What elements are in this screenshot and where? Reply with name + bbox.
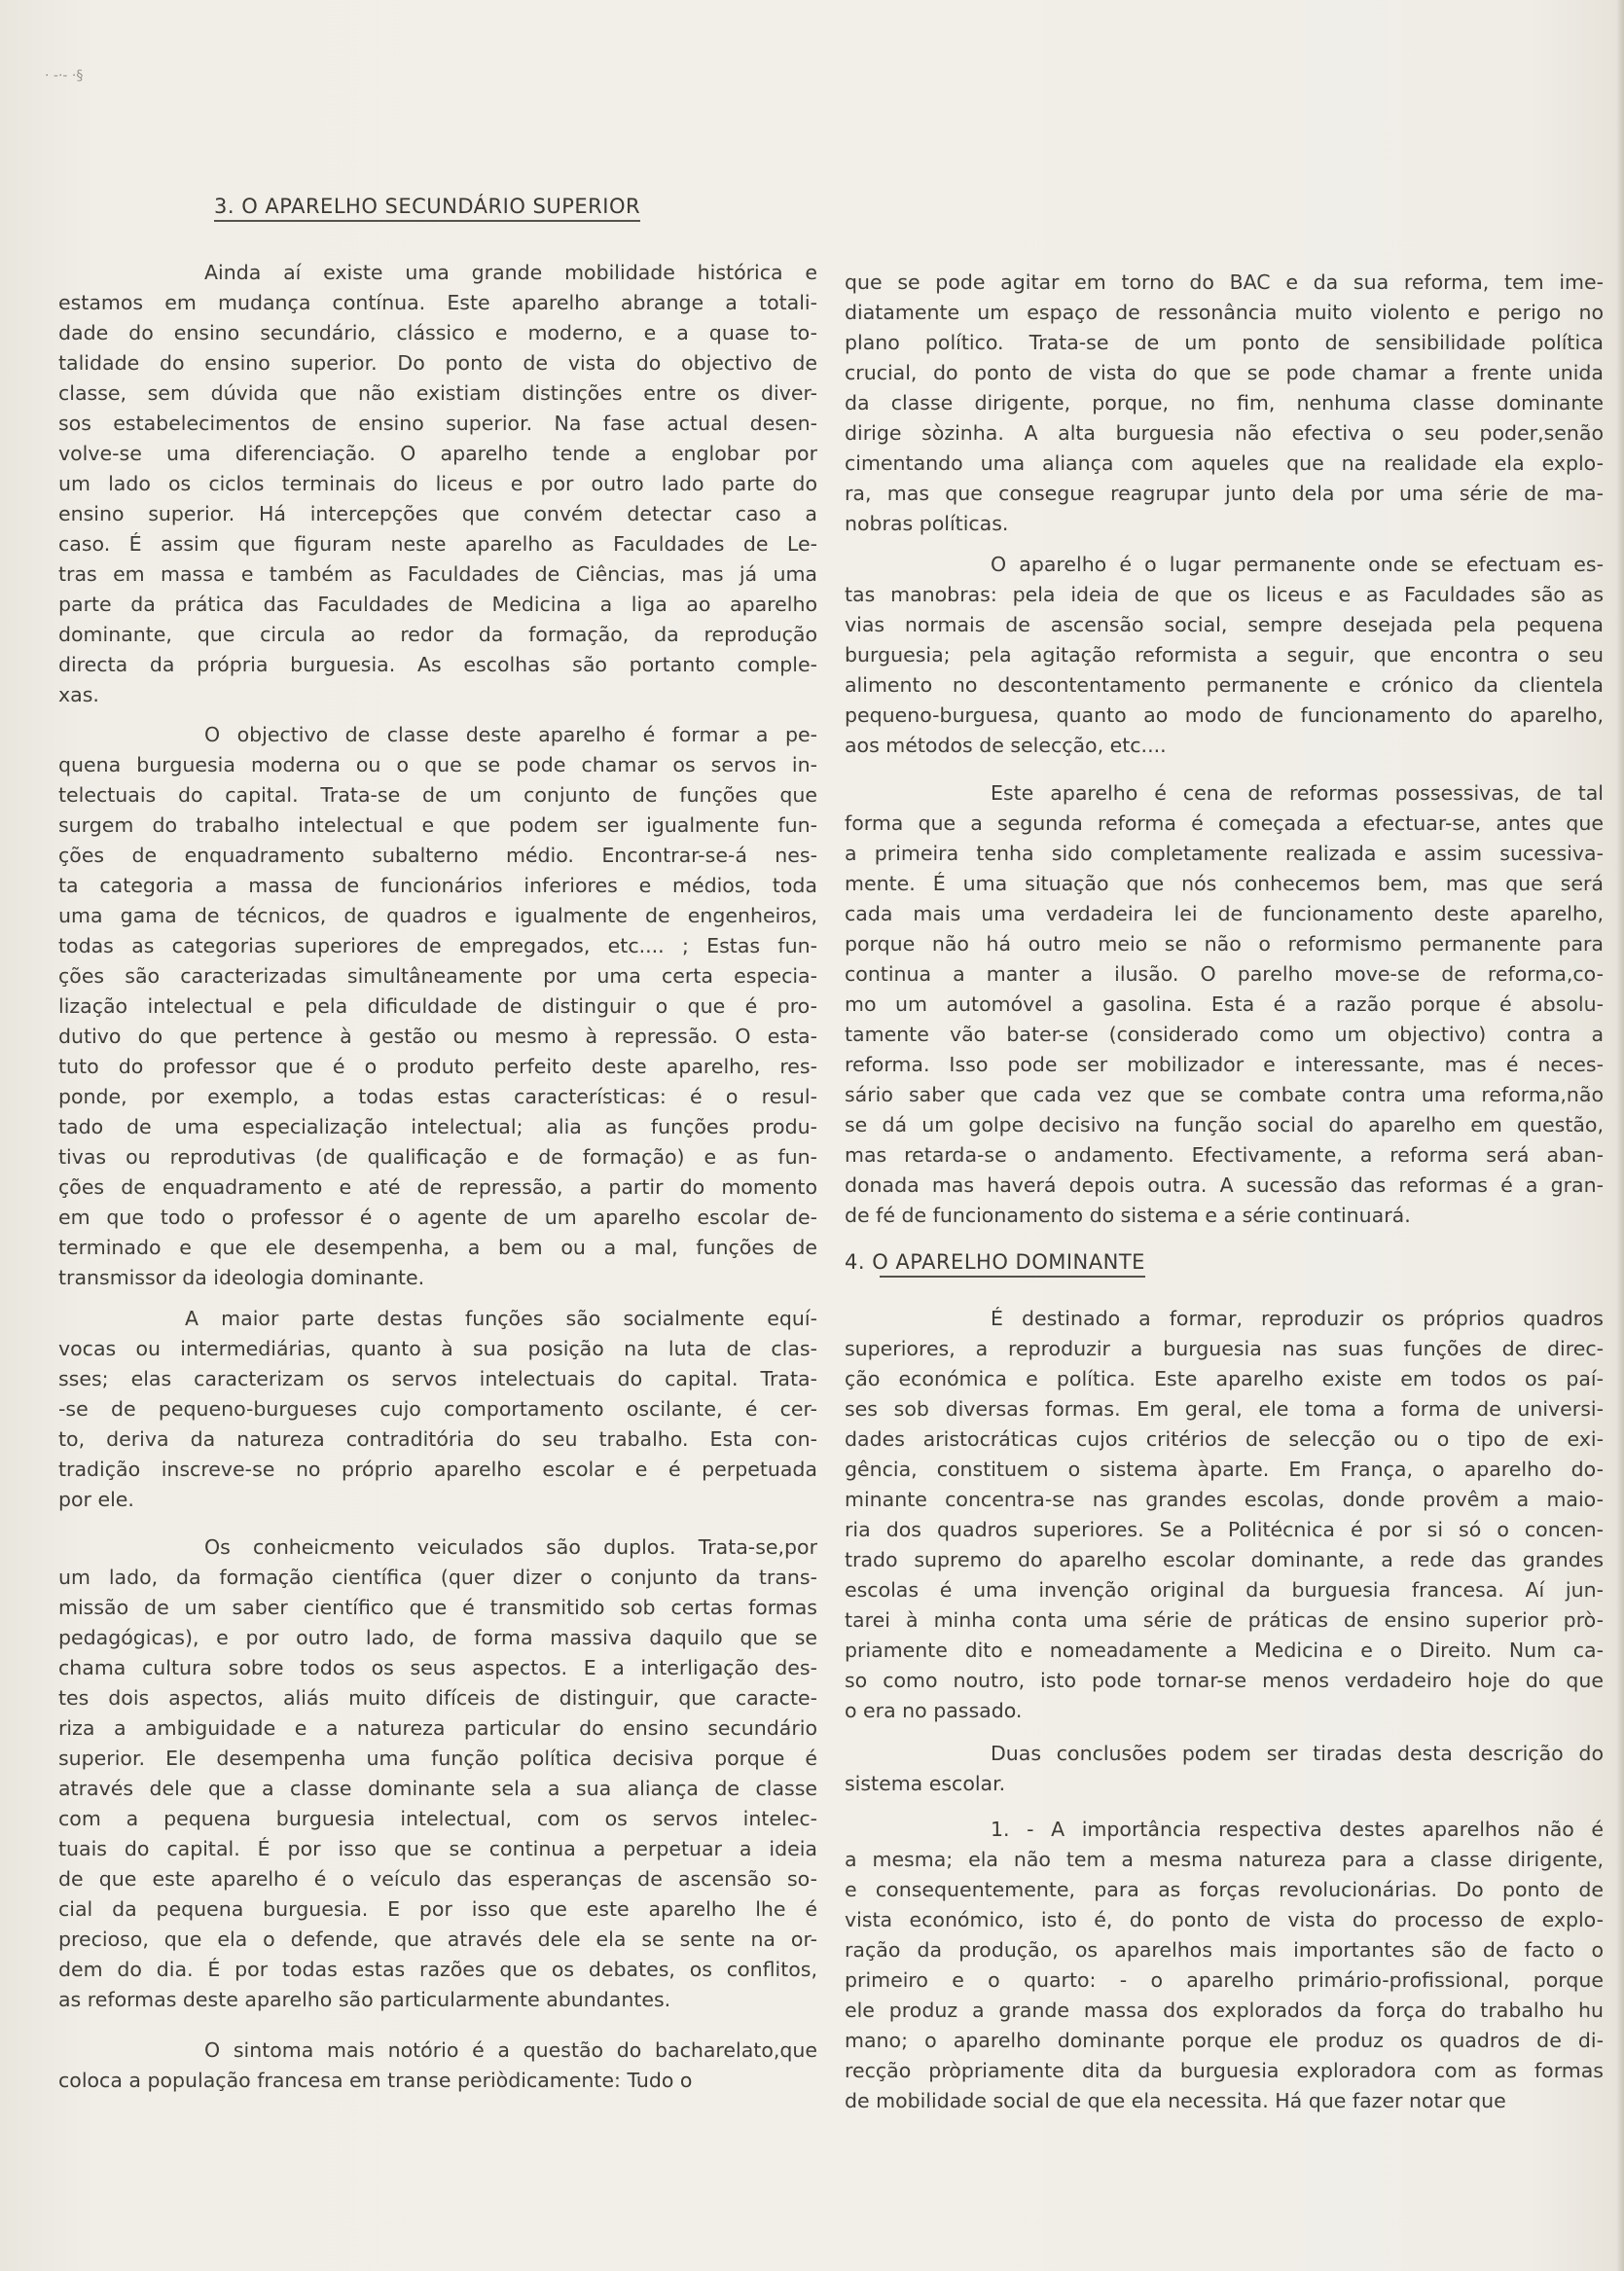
text-line: gência, constituem o sistema àparte. Em França, o aparelho do- <box>845 1458 1604 1481</box>
paragraph <box>845 550 1604 761</box>
text-line: parte da prática das Faculdades de Medicina a liga ao aparelho <box>58 593 817 616</box>
paragraph <box>845 268 1604 539</box>
text-line: coloca a população francesa em transe periòdicamente: Tudo o <box>58 2069 693 2092</box>
text-line: porque não há outro meio se não o reformismo permanente para <box>845 932 1604 955</box>
text-line: minante concentra-se nas grandes escolas, donde provêm a maio- <box>845 1488 1604 1511</box>
text-line: reforma. Isso pode ser mobilizador e interessante, mas é neces- <box>845 1053 1604 1076</box>
text-line: dominante, que circula ao redor da formação, da reprodução <box>58 623 817 646</box>
text-line: surgem do trabalho intelectual e que podem ser igualmente fun- <box>58 813 817 837</box>
text-line: burguesia; pela agitação reformista a seguir, que encontra o seu <box>845 643 1604 667</box>
text-line: ses sob diversas formas. Em geral, ele toma a forma de universi- <box>845 1397 1604 1421</box>
text-line: O aparelho é o lugar permanente onde se efectuam es- <box>991 553 1604 576</box>
text-line: trado supremo do aparelho escolar dominante, a rede das grandes <box>845 1548 1604 1571</box>
text-line: vista económico, isto é, do ponto de vista do processo de explo- <box>845 1908 1604 1931</box>
section-heading-4-text: 4. O APARELHO DOMINANTE <box>845 1250 1145 1274</box>
text-line: recção pròpriamente dita da burguesia exploradora com as formas <box>845 2059 1604 2082</box>
text-line: -se de pequeno-burgueses cujo comportamento oscilante, é cer- <box>58 1397 817 1421</box>
text-line: cial da pequena burguesia. E por isso que este aparelho lhe é <box>58 1897 817 1921</box>
text-line: Ainda aí existe uma grande mobilidade histórica e <box>204 261 817 284</box>
text-line: diatamente um espaço de ressonância muito violento e perigo no <box>845 301 1604 324</box>
heading-underline <box>214 220 640 222</box>
text-line: sário saber que cada vez que se combate contra uma reforma,não <box>845 1083 1604 1106</box>
section-heading-3-text: 3. O APARELHO SECUNDÁRIO SUPERIOR <box>214 195 641 218</box>
text-line: tuto do professor que é o produto perfeito deste aparelho, res- <box>58 1055 817 1078</box>
text-line: que se pode agitar em torno do BAC e da sua reforma, tem ime- <box>845 270 1604 294</box>
text-line: talidade do ensino superior. Do ponto de vista do objectivo de <box>58 351 817 375</box>
text-line: tas manobras: pela ideia de que os liceus e as Faculdades são as <box>845 583 1604 606</box>
paragraph <box>58 1304 817 1515</box>
text-line: ção económica e política. Este aparelho existe em todos os paí- <box>845 1367 1604 1390</box>
text-line: vias normais de ascensão social, sempre desejada pela pequena <box>845 613 1604 636</box>
text-line: nobras políticas. <box>845 512 1009 535</box>
text-line: sses; elas caracterizam os servos intelectuais do capital. Trata- <box>58 1367 817 1390</box>
text-line: por ele. <box>58 1488 134 1511</box>
text-line: ções são caracterizadas simultâneamente por uma certa especia- <box>58 964 817 988</box>
text-line: com a pequena burguesia intelectual, com os servos intelec- <box>58 1807 817 1830</box>
text-line: mas retarda-se o andamento. Efectivamente, a reforma será aban- <box>845 1143 1604 1167</box>
text-line: ta categoria a massa de funcionários inferiores e médios, toda <box>58 874 817 897</box>
text-line: Este aparelho é cena de reformas possessivas, de tal <box>991 781 1604 805</box>
text-line: de mobilidade social de que ela necessita. Há que fazer notar que <box>845 2089 1506 2112</box>
text-line: volve-se uma diferenciação. O aparelho tende a englobar por <box>58 442 817 465</box>
text-line: A maior parte destas funções são socialmente equí- <box>185 1307 817 1330</box>
text-line: classe, sem dúvida que não existiam distinções entre os diver- <box>58 381 817 405</box>
text-line: superiores, a reproduzir a burguesia nas suas funções de direc- <box>845 1337 1604 1360</box>
text-line: quena burguesia moderna ou o que se pode chamar os servos in- <box>58 753 817 776</box>
text-line: tras em massa e também as Faculdades de Ciências, mas já uma <box>58 562 817 586</box>
text-line: Duas conclusões podem ser tiradas desta descrição do <box>991 1742 1604 1765</box>
paragraph <box>845 778 1604 1231</box>
text-line: primeiro e o quarto: - o aparelho primário-profissional, porque <box>845 1968 1604 1992</box>
text-line: plano político. Trata-se de um ponto de sensibilidade política <box>845 331 1604 354</box>
text-line: so como noutro, isto pode tornar-se menos verdadeiro hoje do que <box>845 1669 1604 1692</box>
text-line: da classe dirigente, porque, no fim, nenhuma classe dominante <box>845 391 1604 415</box>
text-line: uma gama de técnicos, de quadros e igualmente de engenheiros, <box>58 904 817 927</box>
text-line: missão de um saber científico que é transmitido sob certas formas <box>58 1596 817 1619</box>
text-line: tarei à minha conta uma série de práticas de ensino superior prò- <box>845 1608 1604 1632</box>
text-line: através dele que a classe dominante sela a sua aliança de classe <box>58 1777 817 1800</box>
text-line: cada mais uma verdadeira lei de funcionamento deste aparelho, <box>845 902 1604 925</box>
text-line: caso. É assim que figuram neste aparelho as Faculdades de Le- <box>58 532 817 556</box>
text-line: alimento no descontentamento permanente e crónico da clientela <box>845 673 1604 697</box>
text-line: terminado e que ele desempenha, a bem ou a mal, funções de <box>58 1236 817 1259</box>
text-line: a primeira tenha sido completamente realizada e assim sucessiva- <box>845 842 1604 865</box>
paragraph <box>58 1532 817 2015</box>
text-line: as reformas deste aparelho são particularmente abundantes. <box>58 1988 671 2011</box>
paragraph <box>845 1739 1604 1799</box>
text-line: priamente dito e nomeadamente a Medicina e o Direito. Num ca- <box>845 1639 1604 1662</box>
text-line: um lado, da formação científica (quer dizer o conjunto da trans- <box>58 1566 817 1589</box>
text-line: tuais do capital. É por isso que se continua a perpetuar a ideia <box>58 1837 817 1860</box>
text-line: dade do ensino secundário, clássico e moderno, e a quase to- <box>58 321 817 344</box>
text-line: o era no passado. <box>845 1699 1023 1722</box>
text-line: ração da produção, os aparelhos mais importantes são de facto o <box>845 1938 1604 1962</box>
text-line: continua a manter a ilusão. O parelho move-se de reforma,co- <box>845 962 1604 986</box>
text-line: dirige sòzinha. A alta burguesia não efectiva o seu poder,senão <box>845 421 1604 445</box>
paragraph <box>58 2036 817 2096</box>
text-line: cimentando uma aliança com aqueles que na realidade ela explo- <box>845 451 1604 475</box>
text-line: telectuais do capital. Trata-se de um conjunto de funções que <box>58 783 817 807</box>
text-line: 1. - A importância respectiva destes aparelhos não é <box>991 1818 1604 1841</box>
text-line: ria dos quadros superiores. Se a Politécnica é por si só o concen- <box>845 1518 1604 1541</box>
text-line: tamente vão bater-se (considerado como um objectivo) contra a <box>845 1023 1604 1046</box>
text-line: todas as categorias superiores de empregados, etc.... ; Estas fun- <box>58 934 817 957</box>
paper-edge-shadow <box>1616 0 1624 2271</box>
paragraph <box>58 258 817 710</box>
text-line: de fé de funcionamento do sistema e a série continuará. <box>845 1204 1411 1227</box>
text-line: tado de uma especialização intelectual; alia as funções produ- <box>58 1115 817 1138</box>
heading-underline <box>880 1276 1145 1278</box>
text-line: pedagógicas), e por outro lado, de forma massiva daquilo que se <box>58 1626 817 1649</box>
text-line: ções de enquadramento subalterno médio. Encontrar-se-á nes- <box>58 844 817 867</box>
text-line: precioso, que ela o defende, que através dele ela se sente na or- <box>58 1928 817 1951</box>
text-line: pequeno-burguesa, quanto ao modo de funcionamento do aparelho, <box>845 703 1604 727</box>
text-line: donada mas haverá depois outra. A sucessão das reformas é a gran- <box>845 1173 1604 1197</box>
text-line: transmissor da ideologia dominante. <box>58 1266 425 1289</box>
text-line: mo um automóvel a gasolina. Esta é a razão porque é absolu- <box>845 992 1604 1016</box>
text-line: É destinado a formar, reproduzir os próprios quadros <box>991 1307 1604 1330</box>
text-line: em que todo o professor é o agente de um aparelho escolar de- <box>58 1206 817 1229</box>
text-line: Os conheicmento veiculados são duplos. Trata-se,por <box>204 1535 817 1559</box>
text-line: mano; o aparelho dominante porque ele produz os quadros de di- <box>845 2029 1604 2052</box>
text-line: escolas é uma invenção original da burguesia francesa. Aí jun- <box>845 1578 1604 1602</box>
paragraph <box>845 1304 1604 1726</box>
text-line: directa da própria burguesia. As escolhas são portanto comple- <box>58 653 817 676</box>
paragraph <box>58 720 817 1293</box>
paragraph <box>845 1815 1604 2116</box>
text-line: chama cultura sobre todos os seus aspectos. E a interligação des- <box>58 1656 817 1679</box>
text-line: dutivo do que pertence à gestão ou mesmo à repressão. O esta- <box>58 1025 817 1048</box>
text-line: estamos em mudança contínua. Este aparelho abrange a totali- <box>58 291 817 314</box>
text-line: aos métodos de selecção, etc.... <box>845 734 1167 757</box>
section-heading-3 <box>214 195 640 222</box>
text-line: riza a ambiguidade e a natureza particular do ensino secundário <box>58 1716 817 1740</box>
text-line: e consequentemente, para as forças revolucionárias. Do ponto de <box>845 1878 1604 1901</box>
text-line: lização intelectual e pela dificuldade de distinguir o que é pro- <box>58 994 817 1018</box>
text-line: ponde, por exemplo, a todas estas características: é o resul- <box>58 1085 817 1108</box>
text-line: tradição inscreve-se no próprio aparelho escolar e é perpetuada <box>58 1458 817 1481</box>
text-line: vocas ou intermediárias, quanto à sua posição na luta de clas- <box>58 1337 817 1360</box>
text-line: ele produz a grande massa dos explorados da força do trabalho hu <box>845 1999 1604 2022</box>
text-line: sos estabelecimentos de ensino superior. Na fase actual desen- <box>58 412 817 435</box>
text-line: a mesma; ela não tem a mesma natureza para a classe dirigente, <box>845 1848 1604 1871</box>
text-line: crucial, do ponto de vista do que se pode chamar a frente unida <box>845 361 1604 384</box>
text-line: superior. Ele desempenha uma função política decisiva porque é <box>58 1747 817 1770</box>
text-line: um lado os ciclos terminais do liceus e por outro lado parte do <box>58 472 817 495</box>
text-line: dades aristocráticas cujos critérios de selecção ou o tipo de exi- <box>845 1427 1604 1451</box>
text-line: mente. É uma situação que nós conhecemos bem, mas que será <box>845 872 1604 895</box>
text-line: forma que a segunda reforma é começada a efectuar-se, antes que <box>845 811 1604 835</box>
text-line: tes dois aspectos, aliás muito difíceis de distinguir, que caracte- <box>58 1686 817 1710</box>
text-line: de que este aparelho é o veículo das esperanças de ascensão so- <box>58 1867 817 1891</box>
text-line: to, deriva da natureza contraditória do seu trabalho. Esta con- <box>58 1427 817 1451</box>
text-line: tivas ou reprodutivas (de qualificação e de formação) e as fun- <box>58 1145 817 1169</box>
text-line: ções de enquadramento e até de repressão, a partir do momento <box>58 1175 817 1199</box>
text-line: ra, mas que consegue reagrupar junto dela por uma série de ma- <box>845 482 1604 505</box>
text-line: dem do dia. É por todas estas razões que os debates, os conflitos, <box>58 1958 817 1981</box>
text-line: sistema escolar. <box>845 1772 1006 1795</box>
text-line: O objectivo de classe deste aparelho é formar a pe- <box>204 723 817 746</box>
text-line: ensino superior. Há intercepções que convém detectar caso a <box>58 502 817 525</box>
text-line: xas. <box>58 683 99 706</box>
text-line: O sintoma mais notório é a questão do bacharelato,que <box>204 2038 817 2062</box>
text-line: se dá um golpe decisivo na função social do aparelho em questão, <box>845 1113 1604 1136</box>
corner-mark: · -·- ·§ <box>45 68 84 84</box>
section-heading-4 <box>845 1250 1145 1278</box>
